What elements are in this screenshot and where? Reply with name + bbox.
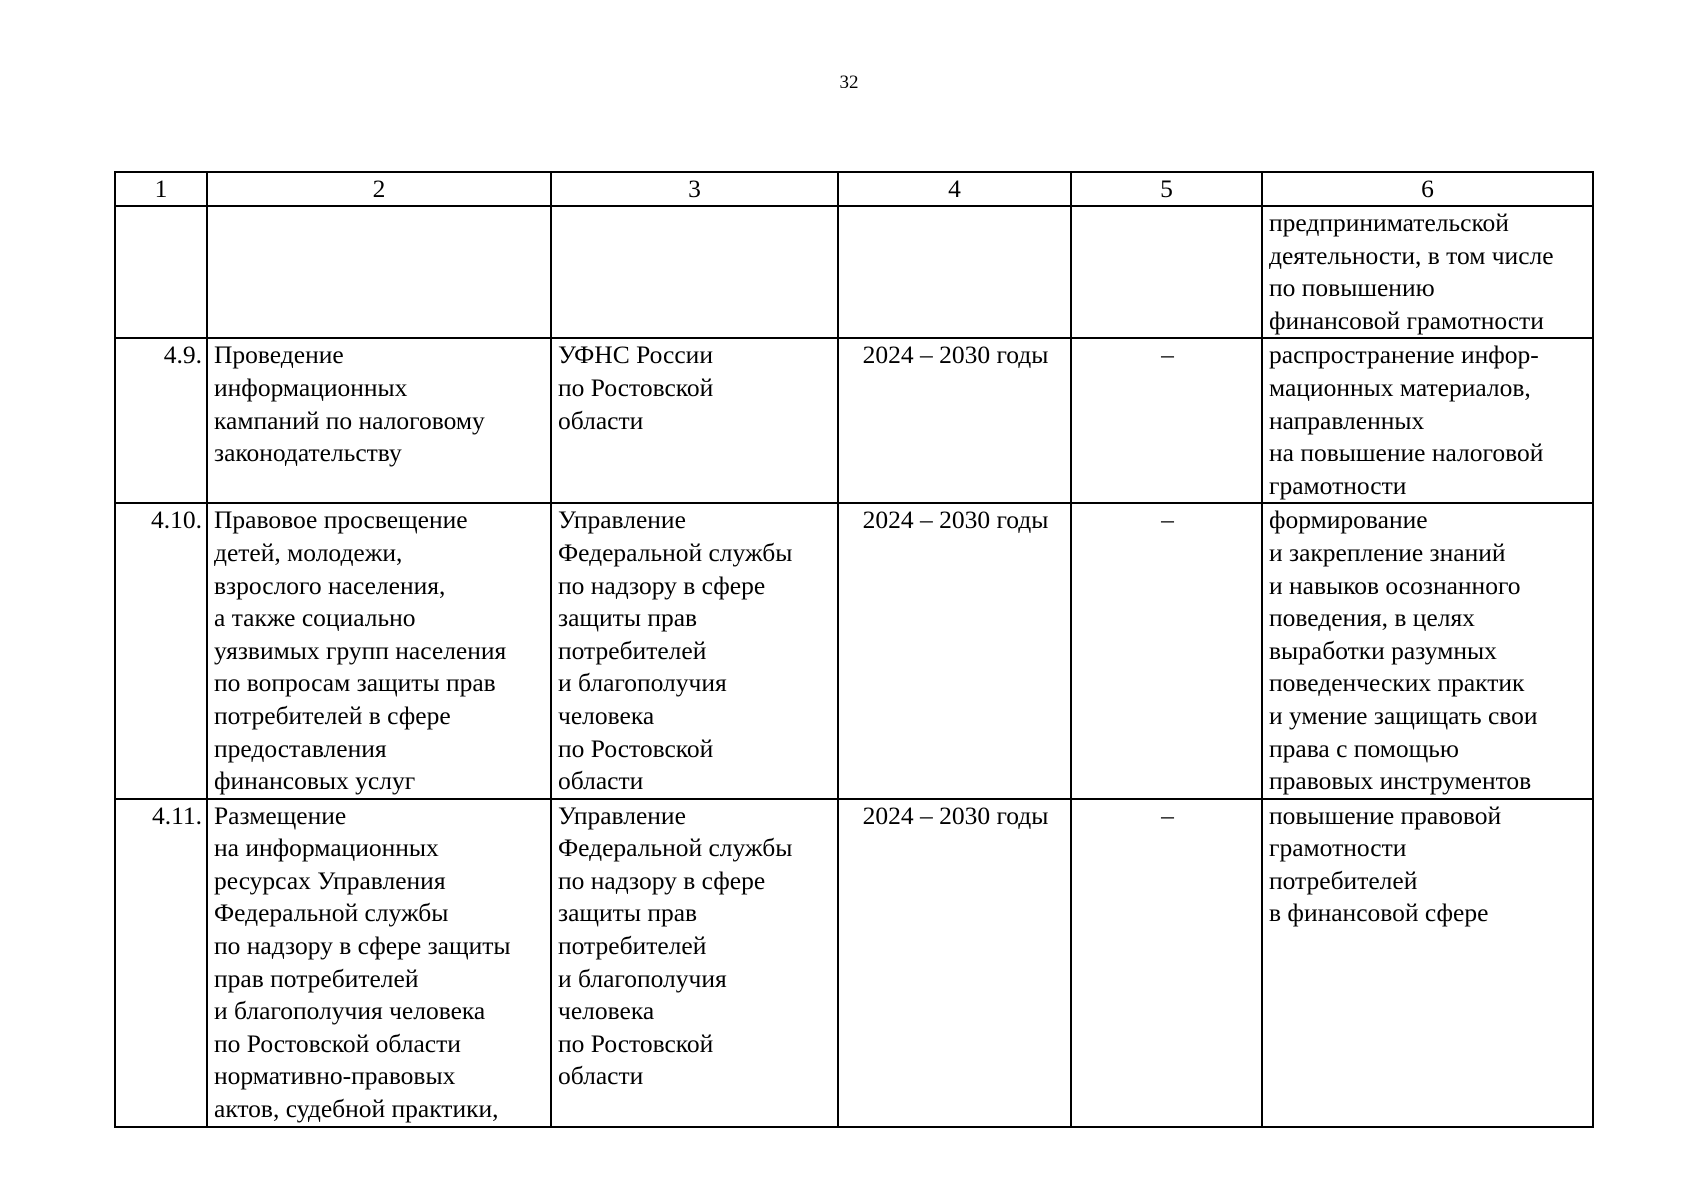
text-line: Федеральной службы bbox=[558, 833, 793, 863]
column-number-1: 1 bbox=[115, 172, 207, 206]
text-line: потребителей bbox=[1269, 865, 1418, 895]
text-line: распространение инфор- bbox=[1269, 340, 1539, 370]
result-cell bbox=[1262, 799, 1593, 1127]
text-line: потребителей bbox=[558, 635, 707, 665]
text-line: по надзору в сфере защиты bbox=[214, 931, 511, 961]
text-line: защиты прав bbox=[558, 898, 698, 928]
text-line: в финансовой сфере bbox=[1269, 898, 1489, 928]
result-cell bbox=[1262, 503, 1593, 798]
text-line: деятельности, в том числе bbox=[1269, 240, 1554, 270]
text-line: и благополучия bbox=[558, 668, 727, 698]
financing-cell bbox=[1071, 206, 1262, 338]
text-line: нормативно-правовых bbox=[214, 1061, 456, 1091]
text-line: и умение защищать свои bbox=[1269, 700, 1538, 730]
text-line: грамотности bbox=[1269, 470, 1407, 500]
text-line: и закрепление знаний bbox=[1269, 537, 1506, 567]
text-line: потребителей в сфере bbox=[214, 700, 451, 730]
column-number-3: 3 bbox=[551, 172, 838, 206]
text-line: прав потребителей bbox=[214, 963, 419, 993]
text-line: Управление bbox=[558, 800, 686, 830]
text-line: направленных bbox=[1269, 405, 1425, 435]
text-line: поведения, в целях bbox=[1269, 603, 1475, 633]
text-line: законодательству bbox=[214, 438, 402, 468]
text-line: на информационных bbox=[214, 833, 439, 863]
text-line: предпринимательской bbox=[1269, 208, 1509, 237]
item-number-cell: 4.11. bbox=[115, 799, 207, 1127]
executor-cell bbox=[551, 206, 838, 338]
text-line: выработки разумных bbox=[1269, 635, 1497, 665]
text-line: Проведение bbox=[214, 340, 344, 370]
text-line: информационных bbox=[214, 372, 408, 402]
text-line: по Ростовской bbox=[558, 733, 714, 763]
text-line: а также социально bbox=[214, 603, 416, 633]
text-line: по Ростовской области bbox=[214, 1028, 461, 1058]
event-cell bbox=[207, 503, 551, 798]
text-line: на повышение налоговой bbox=[1269, 438, 1544, 468]
text-line: по надзору в сфере bbox=[558, 865, 766, 895]
period-cell: 2024 – 2030 годы bbox=[838, 503, 1071, 798]
period-cell bbox=[838, 206, 1071, 338]
text-line: Федеральной службы bbox=[214, 898, 449, 928]
event-cell bbox=[207, 799, 551, 1127]
text-line: финансовых услуг bbox=[214, 766, 416, 796]
text-line: УФНС России bbox=[558, 340, 713, 370]
text-line: Федеральной службы bbox=[558, 537, 793, 567]
executor-cell bbox=[551, 799, 838, 1127]
column-number-2: 2 bbox=[207, 172, 551, 206]
item-number-cell bbox=[115, 206, 207, 338]
table-row-continuation bbox=[115, 206, 1593, 338]
text-line: предоставления bbox=[214, 733, 387, 763]
text-line: по надзору в сфере bbox=[558, 570, 766, 600]
text-line: и благополучия bbox=[558, 963, 727, 993]
page-number: 32 bbox=[839, 72, 859, 93]
text-line: финансовой грамотности bbox=[1269, 305, 1544, 335]
table-row-4-10 bbox=[115, 503, 1593, 798]
text-line: поведенческих практик bbox=[1269, 668, 1525, 698]
period-cell: 2024 – 2030 годы bbox=[838, 338, 1071, 503]
column-number-4: 4 bbox=[838, 172, 1071, 206]
financing-cell: – bbox=[1071, 799, 1262, 1127]
result-cell bbox=[1262, 338, 1593, 503]
period-cell: 2024 – 2030 годы bbox=[838, 799, 1071, 1127]
text-line: повышение правовой bbox=[1269, 800, 1502, 830]
text-line: области bbox=[558, 405, 644, 435]
column-number-row bbox=[115, 172, 1593, 206]
text-line: Управление bbox=[558, 505, 686, 535]
text-line: актов, судебной практики, bbox=[214, 1094, 499, 1124]
text-line: правовых инструментов bbox=[1269, 766, 1532, 796]
text-line: уязвимых групп населения bbox=[214, 635, 507, 665]
result-cell bbox=[1262, 206, 1593, 338]
text-line: защиты прав bbox=[558, 603, 698, 633]
text-line: по Ростовской bbox=[558, 372, 714, 402]
text-line: потребителей bbox=[558, 931, 707, 961]
event-cell bbox=[207, 206, 551, 338]
text-line: области bbox=[558, 766, 644, 796]
item-number-cell: 4.10. bbox=[115, 503, 207, 798]
measures-table bbox=[114, 171, 1594, 1128]
text-line: и благополучия человека bbox=[214, 996, 486, 1026]
executor-cell bbox=[551, 503, 838, 798]
table-row-4-11 bbox=[115, 799, 1593, 1127]
financing-cell: – bbox=[1071, 503, 1262, 798]
text-line: по вопросам защиты прав bbox=[214, 668, 496, 698]
text-line: по повышению bbox=[1269, 273, 1435, 303]
text-line: области bbox=[558, 1061, 644, 1091]
item-number-cell: 4.9. bbox=[115, 338, 207, 503]
text-line: детей, молодежи, bbox=[214, 537, 403, 567]
text-line: по Ростовской bbox=[558, 1028, 714, 1058]
text-line: взрослого населения, bbox=[214, 570, 446, 600]
text-line: Правовое просвещение bbox=[214, 505, 468, 535]
column-number-5: 5 bbox=[1071, 172, 1262, 206]
text-line: человека bbox=[558, 700, 655, 730]
event-cell bbox=[207, 338, 551, 503]
text-line: формирование bbox=[1269, 505, 1428, 535]
text-line: и навыков осознанного bbox=[1269, 570, 1521, 600]
column-number-6: 6 bbox=[1262, 172, 1593, 206]
executor-cell bbox=[551, 338, 838, 503]
text-line: кампаний по налоговому bbox=[214, 405, 485, 435]
table-row-4-9 bbox=[115, 338, 1593, 503]
text-line: человека bbox=[558, 996, 655, 1026]
text-line: грамотности bbox=[1269, 833, 1407, 863]
text-line: Размещение bbox=[214, 800, 347, 830]
text-line: права с помощью bbox=[1269, 733, 1459, 763]
text-line: мационных материалов, bbox=[1269, 372, 1531, 402]
text-line: ресурсах Управления bbox=[214, 865, 446, 895]
financing-cell: – bbox=[1071, 338, 1262, 503]
